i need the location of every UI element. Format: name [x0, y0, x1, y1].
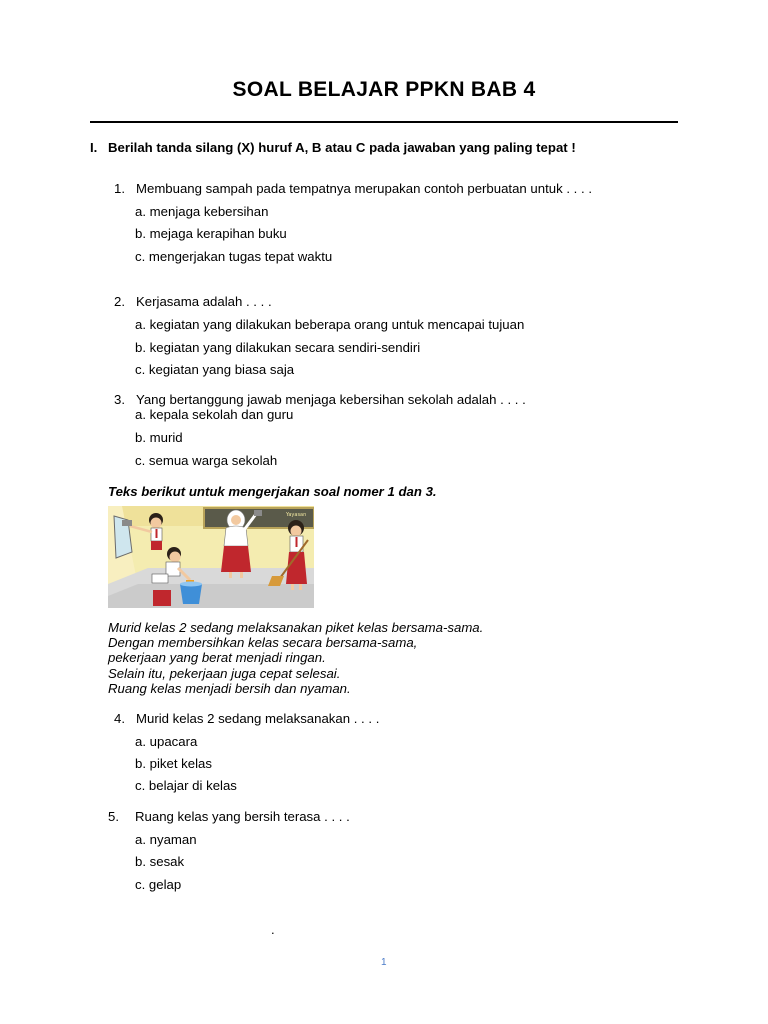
- reading-heading: Teks berikut untuk mengerjakan soal nomer 1 dan 3.: [108, 484, 437, 499]
- passage-line: Ruang kelas menjadi bersih dan nyaman.: [108, 680, 351, 696]
- option-4c: c. belajar di kelas: [135, 778, 237, 793]
- passage-line: Selain itu, pekerjaan juga cepat selesai.: [108, 665, 341, 681]
- option-3b: b. murid: [135, 430, 183, 445]
- classroom-cleaning-image: [108, 506, 314, 608]
- section-instruction: [90, 140, 576, 155]
- question-5: [108, 809, 350, 824]
- watermark: Yayasan: [286, 512, 307, 518]
- option-1a: a. menjaga kebersihan: [135, 204, 269, 219]
- passage-line: pekerjaan yang berat menjadi ringan.: [108, 650, 326, 666]
- page-title: SOAL BELAJAR PPKN BAB 4: [232, 78, 536, 101]
- option-2b: b. kegiatan yang dilakukan secara sendiri-sendiri: [135, 340, 421, 355]
- passage-line: Dengan membersihkan kelas secara bersama-sama,: [108, 635, 418, 651]
- question-text: Ruang kelas yang bersih terasa . . . .: [135, 809, 350, 824]
- classroom-illustration: [108, 506, 314, 608]
- option-3a: a. kepala sekolah dan guru: [135, 407, 294, 422]
- question-3: [114, 392, 526, 407]
- option-4b: b. piket kelas: [135, 756, 212, 771]
- option-2c: c. kegiatan yang biasa saja: [135, 362, 295, 377]
- reading-passage: [108, 620, 608, 696]
- stray-mark: .: [271, 922, 275, 937]
- passage-line: Murid kelas 2 sedang melaksanakan piket kelas bersama-sama.: [108, 620, 484, 635]
- question-number: 4.: [114, 711, 125, 726]
- question-text: Membuang sampah pada tempatnya merupakan contoh perbuatan untuk . . . .: [136, 181, 592, 196]
- question-text: Kerjasama adalah . . . .: [136, 294, 272, 309]
- question-number: 1.: [114, 181, 125, 196]
- option-1b: b. mejaga kerapihan buku: [135, 226, 287, 241]
- option-5b: b. sesak: [135, 854, 185, 869]
- question-text: Murid kelas 2 sedang melaksanakan . . . .: [136, 711, 380, 726]
- question-number: 3.: [114, 392, 125, 407]
- question-2: [114, 294, 272, 309]
- question-number: 2.: [114, 294, 125, 309]
- title-divider: [90, 121, 678, 123]
- page-number: 1: [381, 957, 387, 968]
- option-5a: a. nyaman: [135, 832, 197, 847]
- instruction-text: Berilah tanda silang (X) huruf A, B atau C pada jawaban yang paling tepat !: [108, 140, 576, 155]
- option-5c: c. gelap: [135, 877, 182, 892]
- question-1: [114, 181, 592, 196]
- question-number: 5.: [108, 809, 119, 824]
- option-1c: c. mengerjakan tugas tepat waktu: [135, 249, 333, 264]
- question-text: Yang bertanggung jawab menjaga kebersihan sekolah adalah . . . .: [136, 392, 526, 407]
- option-3c: c. semua warga sekolah: [135, 453, 278, 468]
- question-4: [114, 711, 379, 726]
- option-2a: a. kegiatan yang dilakukan beberapa orang untuk mencapai tujuan: [135, 317, 525, 332]
- option-4a: a. upacara: [135, 734, 198, 749]
- section-number: I.: [90, 140, 98, 155]
